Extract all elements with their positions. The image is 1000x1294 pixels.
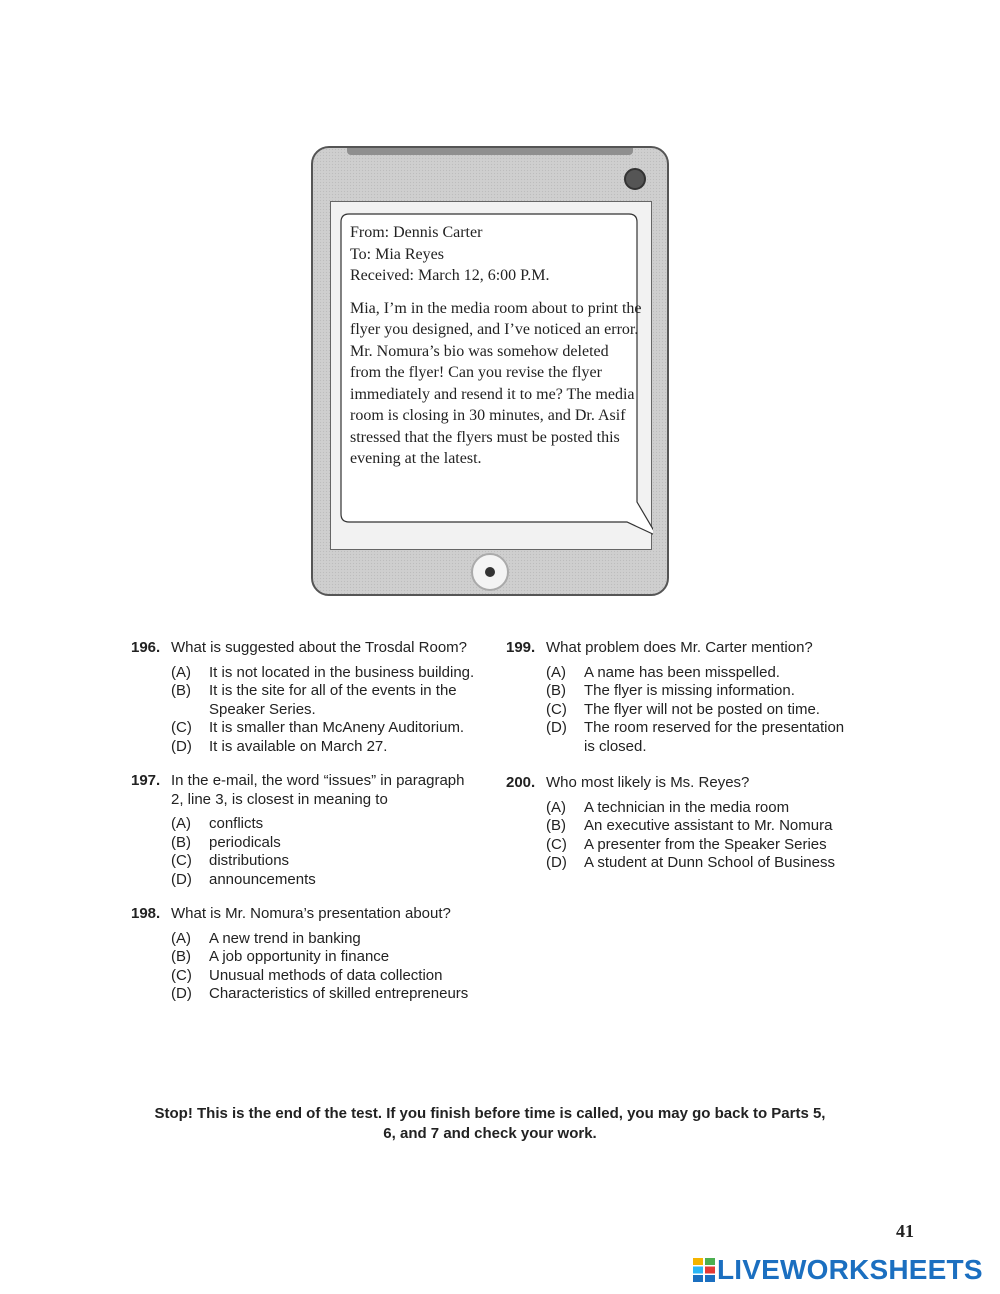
answer-option[interactable] bbox=[171, 852, 476, 871]
option-text: The flyer will not be posted on time. bbox=[584, 700, 820, 718]
option-label: (A) bbox=[171, 815, 191, 832]
question-198 bbox=[131, 905, 476, 1004]
option-text: A presenter from the Speaker Series bbox=[584, 835, 827, 853]
option-text: Unusual methods of data collection bbox=[209, 966, 443, 984]
answer-option[interactable] bbox=[546, 836, 856, 855]
option-text: periodicals bbox=[209, 833, 281, 851]
answer-option[interactable] bbox=[171, 719, 476, 738]
question-column-left bbox=[131, 639, 476, 1004]
question-197 bbox=[131, 772, 476, 889]
option-text: conflicts bbox=[209, 815, 264, 832]
answer-option[interactable] bbox=[546, 817, 856, 836]
camera-icon bbox=[624, 168, 646, 190]
answer-option[interactable] bbox=[546, 719, 856, 756]
answer-option[interactable] bbox=[171, 682, 476, 719]
option-label: (B) bbox=[171, 948, 191, 965]
tablet-speaker-bar bbox=[347, 148, 633, 155]
option-text: A new trend in banking bbox=[209, 929, 361, 947]
answer-option[interactable] bbox=[546, 799, 856, 818]
option-text: Characteristics of skilled entrepreneurs bbox=[209, 985, 469, 1002]
liveworksheets-grid-icon bbox=[693, 1258, 715, 1282]
option-label: (D) bbox=[171, 870, 192, 888]
question-text: What problem does Mr. Carter mention? bbox=[546, 639, 813, 656]
option-label: (B) bbox=[171, 682, 191, 699]
option-text: It is available on March 27. bbox=[209, 737, 388, 755]
answer-option[interactable] bbox=[171, 664, 476, 683]
question-196 bbox=[131, 639, 476, 756]
option-label: (C) bbox=[171, 719, 192, 736]
option-label: (A) bbox=[171, 929, 191, 947]
answer-option[interactable] bbox=[171, 871, 476, 890]
question-200 bbox=[506, 774, 856, 873]
option-label: (C) bbox=[546, 835, 567, 853]
end-of-test-notice: Stop! This is the end of the test. If you finish before time is called, you may go back to Parts 5, 6, and 7 and check your work. bbox=[154, 1105, 826, 1142]
option-text: It is the site for all of the events in the Speaker Series. bbox=[209, 682, 457, 718]
message-received: Received: March 12, 6:00 P.M. bbox=[350, 267, 550, 284]
answer-option[interactable] bbox=[171, 930, 476, 949]
option-text: The room reserved for the presentation is closed. bbox=[584, 719, 845, 755]
option-text: A job opportunity in finance bbox=[209, 948, 390, 965]
tablet-screen bbox=[330, 201, 652, 550]
question-text: What is suggested about the Trosdal Room? bbox=[171, 639, 468, 656]
question-number: 199. bbox=[506, 639, 536, 656]
answer-option[interactable] bbox=[546, 664, 856, 683]
option-text: It is not located in the business building. bbox=[209, 663, 475, 681]
option-label: (B) bbox=[546, 682, 566, 699]
option-text: An executive assistant to Mr. Nomura bbox=[584, 817, 833, 834]
question-number: 200. bbox=[506, 774, 536, 791]
question-199 bbox=[506, 639, 856, 756]
option-label: (A) bbox=[546, 663, 566, 681]
answer-option[interactable] bbox=[171, 738, 476, 757]
answer-option[interactable] bbox=[171, 967, 476, 986]
question-column-right bbox=[506, 639, 856, 873]
option-text: It is smaller than McAneny Auditorium. bbox=[209, 719, 465, 736]
home-button-icon bbox=[471, 553, 509, 591]
answer-option[interactable] bbox=[171, 985, 476, 1004]
option-label: (C) bbox=[546, 700, 567, 718]
option-text: A student at Dunn School of Business bbox=[584, 854, 835, 871]
answer-option[interactable] bbox=[546, 682, 856, 701]
option-label: (C) bbox=[171, 852, 192, 869]
question-number: 198. bbox=[131, 905, 161, 922]
question-text: Who most likely is Ms. Reyes? bbox=[546, 774, 750, 791]
option-label: (A) bbox=[171, 663, 191, 681]
option-label: (D) bbox=[171, 985, 192, 1002]
option-text: The flyer is missing information. bbox=[584, 682, 795, 699]
option-label: (D) bbox=[546, 854, 567, 871]
option-text: A technician in the media room bbox=[584, 798, 790, 816]
question-number: 197. bbox=[131, 772, 161, 789]
page-number: 41 bbox=[896, 1221, 914, 1241]
message-to: To: Mia Reyes bbox=[350, 245, 444, 263]
option-label: (C) bbox=[171, 966, 192, 984]
answer-option[interactable] bbox=[171, 815, 476, 834]
answer-option[interactable] bbox=[171, 834, 476, 853]
option-label: (D) bbox=[546, 719, 567, 736]
question-text: What is Mr. Nomura’s presentation about? bbox=[171, 905, 451, 922]
option-text: announcements bbox=[209, 870, 316, 888]
tablet-illustration bbox=[311, 146, 669, 596]
question-text: In the e-mail, the word “issues” in paragraph 2, line 3, is closest in meaning to bbox=[171, 772, 465, 808]
option-label: (D) bbox=[171, 737, 192, 755]
message-body: Mia, I’m in the media room about to print the flyer you designed, and I’ve noticed an error. Mr. Nomura’s bio was somehow deleted from the flyer! Can you revise the flyer immediately and resend it to me? The media room is closing in 30 minutes, and Dr. Asif stressed that the flyers must be posted this evening at the latest. bbox=[350, 299, 642, 467]
option-text: A name has been misspelled. bbox=[584, 663, 780, 681]
message-from: From: Dennis Carter bbox=[350, 224, 483, 241]
answer-option[interactable] bbox=[171, 948, 476, 967]
question-number: 196. bbox=[131, 639, 161, 656]
option-label: (B) bbox=[171, 833, 191, 851]
option-label: (A) bbox=[546, 798, 566, 816]
liveworksheets-brand: LIVEWORKSHEETS bbox=[717, 1254, 983, 1285]
message-content bbox=[350, 222, 642, 470]
option-label: (B) bbox=[546, 817, 566, 834]
answer-option[interactable] bbox=[546, 854, 856, 873]
answer-option[interactable] bbox=[546, 701, 856, 720]
option-text: distributions bbox=[209, 852, 290, 869]
